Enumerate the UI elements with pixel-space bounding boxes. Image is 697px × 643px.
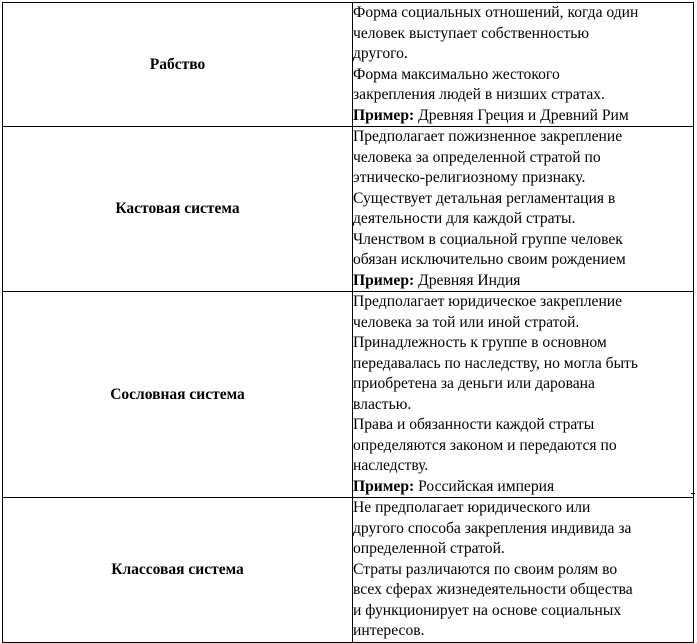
system-name-cell [3,498,353,643]
description-line: другого способа закрепления индивида за [353,519,632,537]
description-line: Форма социальных отношений, когда один [353,4,639,21]
description-line: определяются законом и передаются по [353,436,617,454]
strata-table-body [3,3,694,643]
system-name-cell [3,127,353,292]
description-line: Предполагает пожизненное закрепление [353,128,623,145]
table-row [3,292,694,498]
description-line: интересов. [353,622,425,639]
example-value: Древняя Греция и Древний Рим [414,106,629,124]
example-line [353,477,693,498]
system-description-cell [353,127,694,292]
description-line: передавалась по наследству, но могла быть [353,354,638,372]
table-row [3,3,694,127]
description-line: Не предполагает юридического или [353,499,591,516]
description-line: человека за определенной стратой по [353,148,601,166]
example-value: Российская империя [414,477,555,495]
example-label: Пример: [353,106,415,124]
description-line: приобретена за деньги или дарована [353,375,595,392]
description-line: Форма максимально жестокого [353,65,560,83]
example-line [353,271,693,292]
table-row [3,498,694,643]
system-name: Кастовая система [115,200,240,217]
description-line: деятельности для каждой страты. [353,210,576,227]
description-line: властью. [353,395,412,413]
system-name-cell [3,292,353,498]
system-description-cell [353,498,694,643]
description-line: Права и обязанности каждой страты [353,416,595,433]
system-name: Рабство [149,55,206,73]
example-value: Древняя Индия [414,271,521,289]
description-line: наследству. [353,457,429,474]
description-line: Страты различаются по своим ролям во [353,560,618,578]
description-line: Принадлежность к группе в основном [353,334,607,351]
table-row [3,127,694,292]
example-line [353,106,693,127]
description-line: Членством в социальной группе человек [353,230,623,248]
description-line: этническо-религиозному признаку. [353,169,586,186]
system-name: Классовая система [111,560,244,578]
description-line: и функционирует на основе социальных [353,601,622,619]
system-name: Сословная система [110,385,245,403]
description-line: Существует детальная регламентация в [353,189,616,207]
description-line: обязан исключительно своим рождением [353,251,626,268]
system-description-cell [353,3,694,127]
example-label: Пример: [353,477,415,495]
system-name-cell [3,3,353,127]
description-line: закрепления людей в низших стратах. [353,86,605,103]
system-description-cell [353,292,694,498]
description-line: человека за той или иной стратой. [353,313,580,331]
description-line: определенной стратой. [353,540,505,557]
description-line: Предполагает юридическое закрепление [353,293,623,310]
example-label: Пример: [353,271,415,289]
description-line: человек выступает собственностью [353,24,590,42]
table-edge-mark [691,493,695,494]
description-line: другого. [353,45,408,62]
description-line: всех сферах жизнедеятельности общества [353,581,633,598]
strata-table [2,2,694,643]
